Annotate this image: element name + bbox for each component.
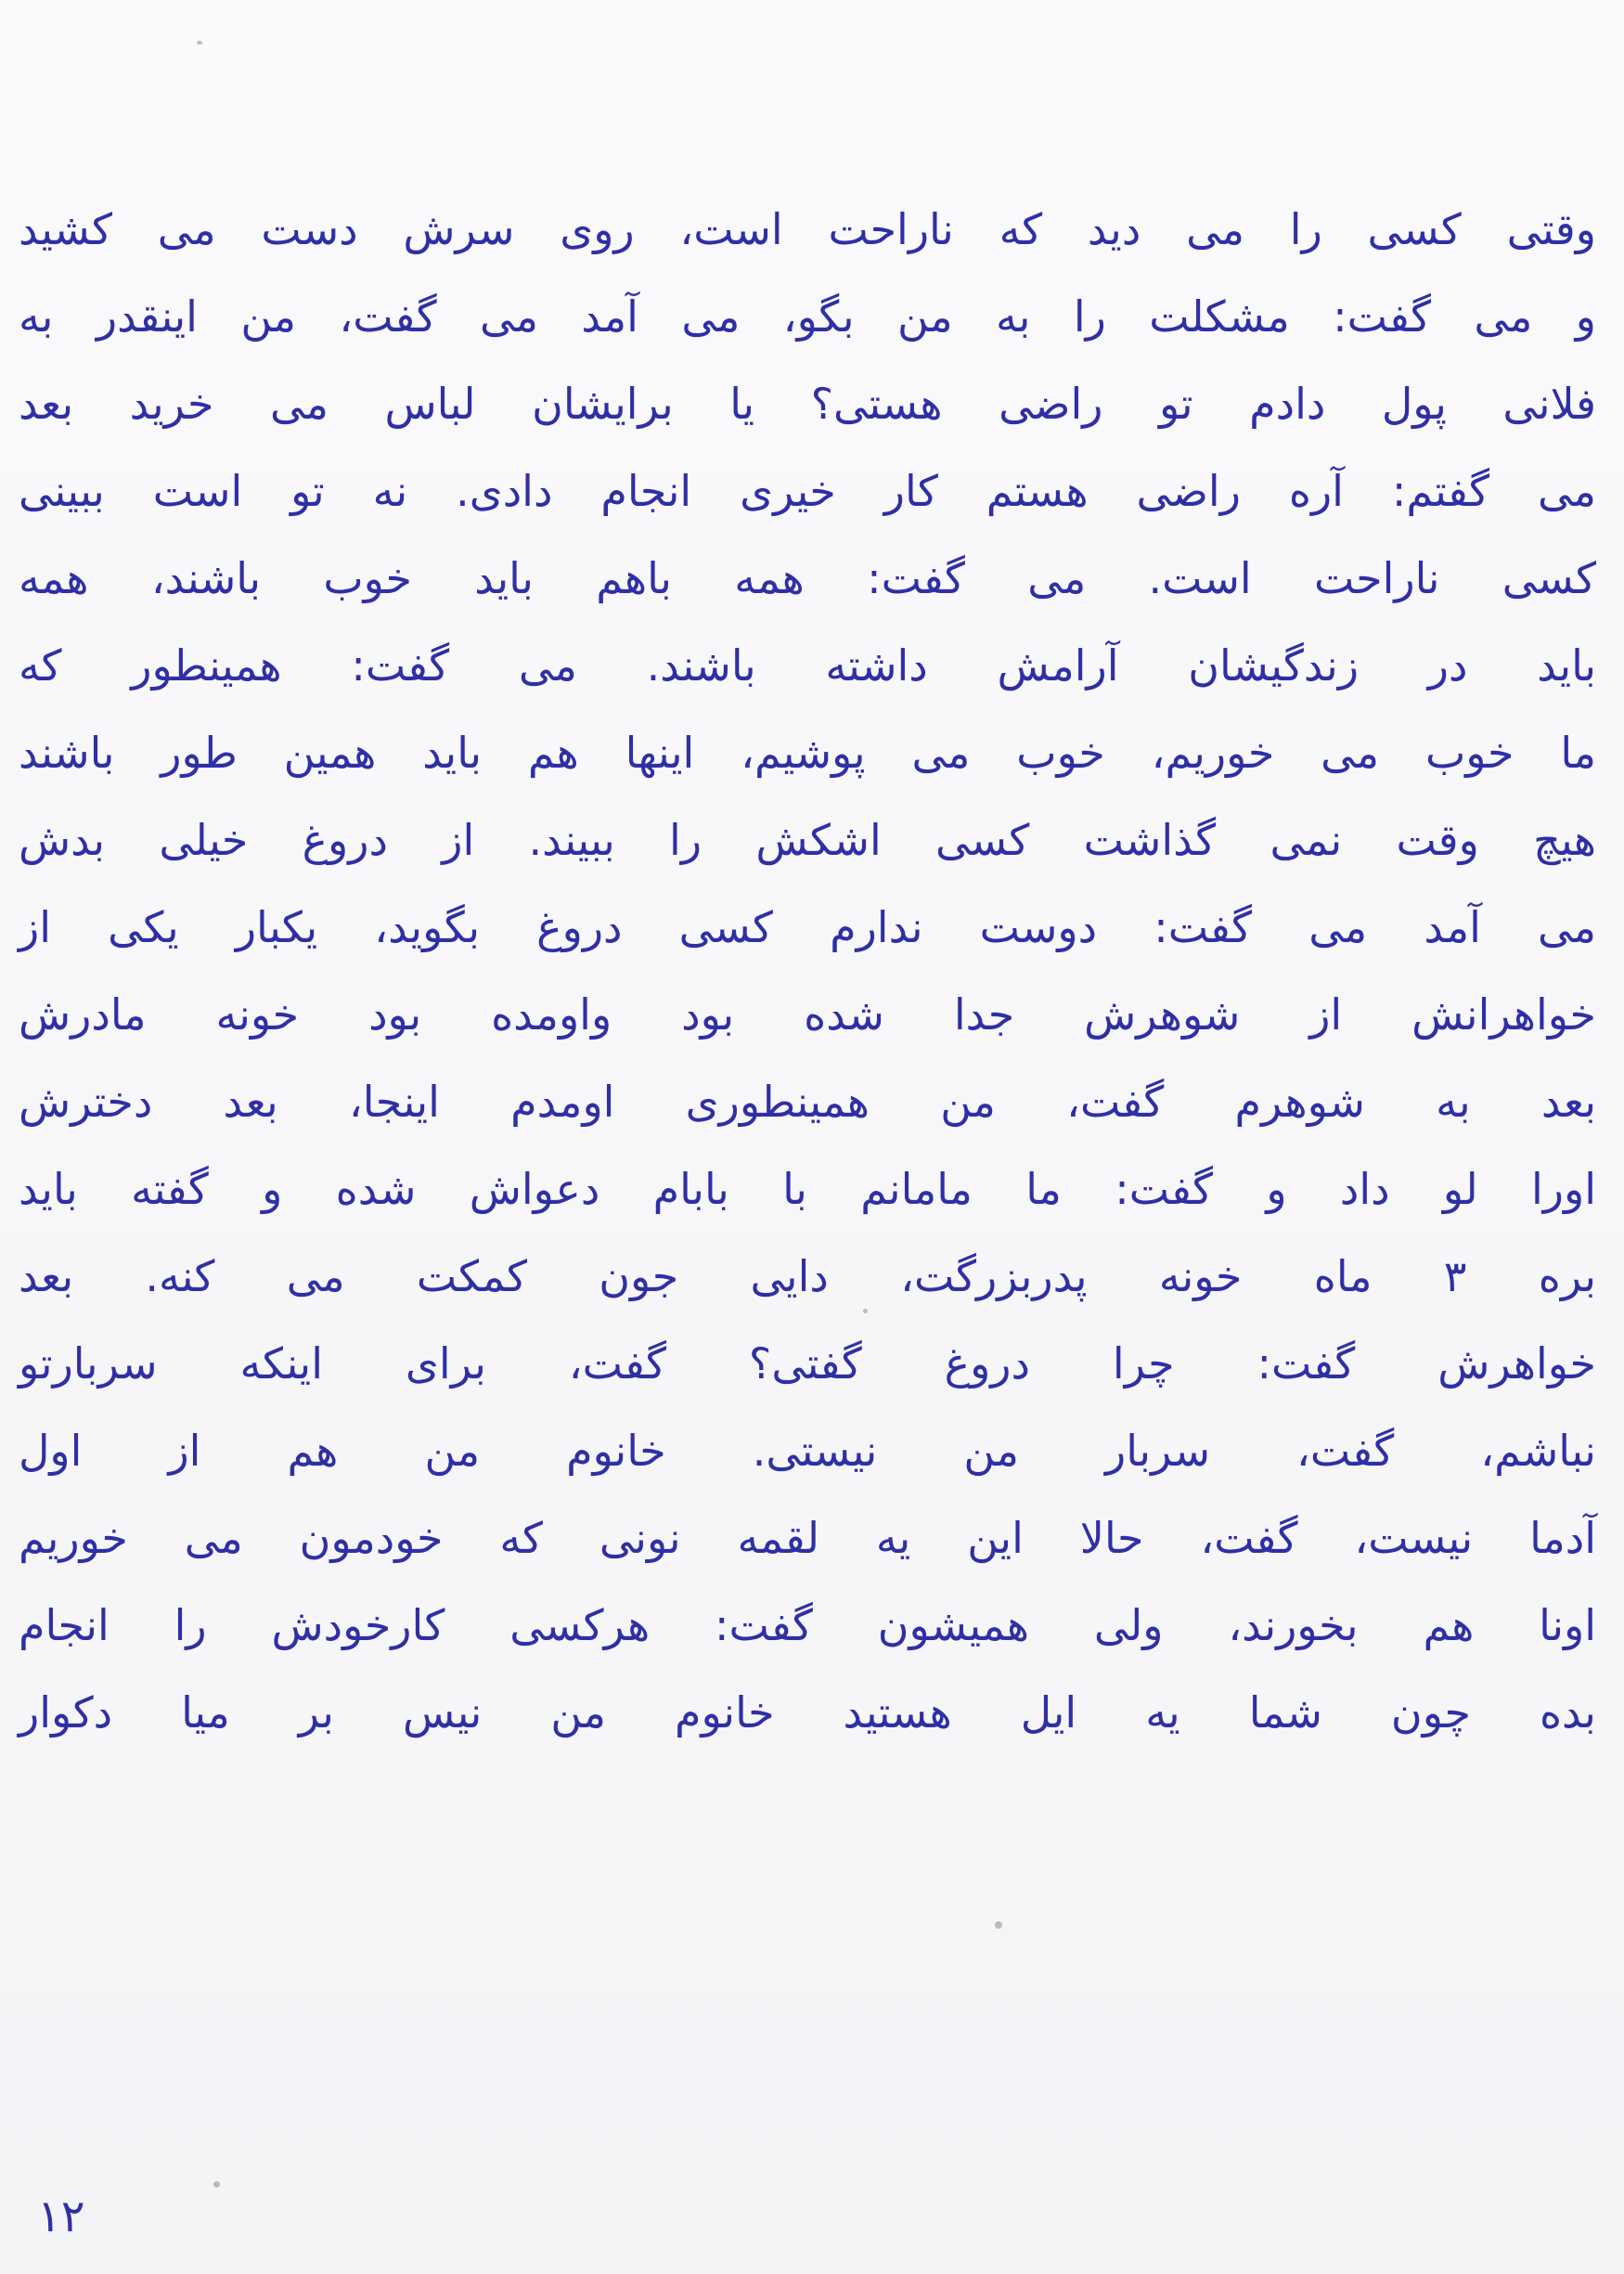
text-line: و می گفت: مشکلت را به من بگو، می آمد می گفت، من اینقدر به bbox=[19, 291, 1596, 342]
text-line: نباشم، گفت، سربار من نیستی. خانوم من هم از اول bbox=[19, 1426, 1596, 1476]
text-line: می گفتم: آره راضی هستم کار خیری انجام دادی. نه تو است ببینی bbox=[19, 466, 1596, 516]
page-number: ۱۲ bbox=[37, 2190, 85, 2242]
text-line: می آمد می گفت: دوست ندارم کسی دروغ بگوید، یکبار یکی از bbox=[19, 902, 1596, 952]
text-line: فلانی پول دادم تو راضی هستی؟ یا برایشان لباس می خرید بعد bbox=[19, 379, 1596, 429]
text-line: آدما نیست، گفت، حالا این یه لقمه نونی که خودمون می خوریم bbox=[19, 1513, 1596, 1563]
handwritten-text-block bbox=[19, 186, 1596, 1756]
text-line: باید در زندگیشان آرامش داشته باشند. می گفت: همینطور که bbox=[19, 640, 1596, 691]
paper-speck bbox=[197, 41, 202, 45]
text-line: بده چون شما یه ایل هستید خانوم من نیس بر میا دکوار bbox=[19, 1687, 1596, 1738]
text-line: اونا هم بخورند، ولی همیشون گفت: هرکسی کارخودش را انجام bbox=[19, 1600, 1596, 1650]
text-line: خواهرش گفت: چرا دروغ گفتی؟ گفت، برای اینکه سربارتو bbox=[19, 1338, 1596, 1389]
text-line: اورا لو داد و گفت: ما مامانم با بابام دعواش شده و گفته باید bbox=[19, 1164, 1596, 1214]
text-line: بعد به شوهرم گفت، من همینطوری اومدم اینجا، بعد دخترش bbox=[19, 1077, 1596, 1127]
text-line: خواهرانش از شوهرش جدا شده بود واومده بود خونه مادرش bbox=[19, 989, 1596, 1040]
paper-speck bbox=[995, 1921, 1002, 1929]
text-line: ما خوب می خوریم، خوب می پوشیم، اینها هم باید همین طور باشند bbox=[19, 728, 1596, 778]
text-line: هیچ وقت نمی گذاشت کسی اشکش را ببیند. از دروغ خیلی بدش bbox=[19, 815, 1596, 865]
text-line: وقتی کسی را می دید که ناراحت است، روی سرش دست می کشید bbox=[19, 204, 1596, 254]
text-line: بره ۳ ماه خونه پدربزرگت، دایی جون کمکت می کنه. بعد bbox=[19, 1251, 1596, 1301]
text-line: کسی ناراحت است. می گفت: همه باهم باید خوب باشند، همه bbox=[19, 553, 1596, 603]
paper-speck bbox=[213, 2181, 220, 2188]
